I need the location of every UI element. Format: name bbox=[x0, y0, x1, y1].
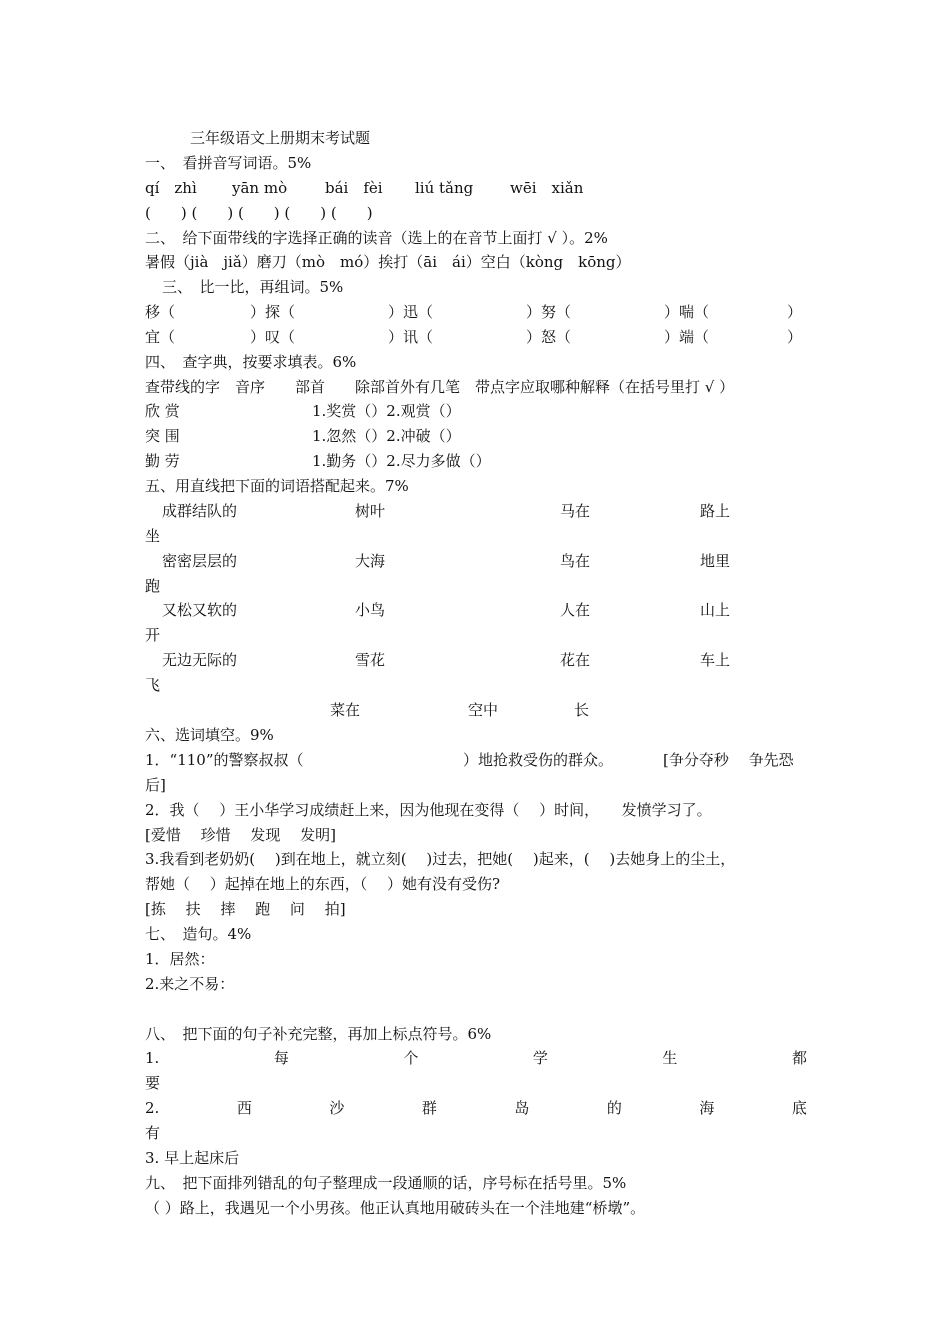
sentence-q1: 1．居然： bbox=[145, 950, 215, 968]
complete-q3: 3. 早上起床后 bbox=[145, 1149, 240, 1167]
dictionary-table-header: 查带线的字 音序 部首 除部首外有几笔 带点字应取哪种解释（在括号里打 √ ） bbox=[145, 378, 735, 396]
complete-q2-word: 海 bbox=[699, 1099, 715, 1117]
match-col5-item4: 飞 bbox=[145, 676, 161, 694]
compare-row2-cell1: 宜（ bbox=[145, 328, 176, 346]
match-col4-item4: 车上 bbox=[700, 651, 731, 669]
match-col5-item3: 开 bbox=[145, 626, 161, 644]
section-2-heading: 二、 给下面带线的字选择正确的读音（选上的在音节上面打 √ ）。2% bbox=[145, 229, 608, 247]
section-3-heading: 三、 比一比，再组词。5% bbox=[162, 278, 344, 296]
section-9-heading: 九、 把下面排列错乱的句子整理成一段通顺的话，序号标在括号里。5% bbox=[145, 1174, 627, 1192]
match-col5-item1: 坐 bbox=[145, 527, 161, 545]
dictionary-word-2: 突 围 bbox=[145, 427, 180, 445]
compare-row1-cell4: ）努（ bbox=[526, 303, 572, 321]
section-1-heading: 一、 看拼音写词语。5% bbox=[145, 154, 312, 172]
complete-q1-word: 1. bbox=[145, 1049, 160, 1067]
fill-q1-part1: 1．“110”的警察叔叔（ bbox=[145, 751, 304, 769]
dictionary-options-1: 1.奖赏（）2.观赏（） bbox=[312, 402, 461, 420]
match-col2-item3: 小鸟 bbox=[355, 601, 386, 619]
complete-q1-word: 都 bbox=[791, 1049, 807, 1067]
match-col2-item2: 大海 bbox=[355, 552, 386, 570]
compare-row2-cell5: ）端（ bbox=[664, 328, 710, 346]
match-col2-item4: 雪花 bbox=[355, 651, 386, 669]
match-col3-item2: 鸟在 bbox=[560, 552, 591, 570]
complete-q1-word: 学 bbox=[532, 1049, 548, 1067]
match-col3-item4: 花在 bbox=[560, 651, 591, 669]
complete-q1-word: 个 bbox=[403, 1049, 419, 1067]
match-col5-item2: 跑 bbox=[145, 577, 161, 595]
section-2-line: 暑假（jià jiǎ）磨刀（mò mó）挨打（āi ái）空白（kòng kōng） bbox=[145, 253, 631, 271]
match-col3-item5: 菜在 bbox=[330, 701, 361, 719]
dictionary-options-3: 1.勤务（）2.尽力多做（） bbox=[312, 452, 491, 470]
compare-row2-cell2: ）叹（ bbox=[250, 328, 296, 346]
complete-q2-word: 沙 bbox=[329, 1099, 345, 1117]
fill-q2-options: [爱惜 珍惜 发现 发明] bbox=[145, 826, 337, 844]
sentence-q2: 2.来之不易： bbox=[145, 975, 235, 993]
compare-row2-cell3: ）讯（ bbox=[388, 328, 434, 346]
fill-q2: 2．我（ ）王小华学习成绩赶上来，因为他现在变得（ ）时间， 发愤学习了。 bbox=[145, 801, 712, 819]
fill-q1-options: [争分夺秒 争先恐 bbox=[663, 751, 794, 769]
complete-q2-word: 的 bbox=[606, 1099, 622, 1117]
match-col2-item1: 树叶 bbox=[355, 502, 386, 520]
pinyin-3: bái fèi bbox=[325, 179, 383, 197]
dictionary-options-2: 1.忽然（）2.冲破（） bbox=[312, 427, 461, 445]
compare-row1-cell1: 移（ bbox=[145, 303, 176, 321]
complete-q1-word: 生 bbox=[662, 1049, 678, 1067]
match-col1-item3: 又松又软的 bbox=[162, 601, 238, 619]
compare-row1-cell5: ）喘（ bbox=[664, 303, 710, 321]
fill-q3-cont: 帮她（ ）起掉在地上的东西，（ ）她有没有受伤? bbox=[145, 875, 501, 893]
pinyin-blanks: ( ) ( ) ( ) ( ) ( ) bbox=[145, 204, 373, 222]
complete-q1-cont: 要 bbox=[145, 1074, 161, 1092]
pinyin-1: qí zhì bbox=[145, 179, 197, 197]
match-col4-item5: 空中 bbox=[468, 701, 499, 719]
compare-row1-cell3: ）迅（ bbox=[388, 303, 434, 321]
fill-q1-part2: ）地抢救受伤的群众。 bbox=[463, 751, 614, 769]
match-col3-item1: 马在 bbox=[560, 502, 591, 520]
section-4-heading: 四、 查字典，按要求填表。6% bbox=[145, 353, 357, 371]
dictionary-word-3: 勤 劳 bbox=[145, 452, 180, 470]
compare-row2-cell4: ）怒（ bbox=[526, 328, 572, 346]
section-6-heading: 六、选词填空。9% bbox=[145, 726, 274, 744]
complete-q2-word: 西 bbox=[236, 1099, 252, 1117]
match-col3-item3: 人在 bbox=[560, 601, 591, 619]
complete-q2-word: 底 bbox=[791, 1099, 807, 1117]
compare-row1-cell2: ）探（ bbox=[250, 303, 296, 321]
match-col1-item2: 密密层层的 bbox=[162, 552, 238, 570]
complete-q2-cont: 有 bbox=[145, 1124, 161, 1142]
complete-q2-word: 2. bbox=[145, 1099, 160, 1117]
complete-q2-word: 群 bbox=[421, 1099, 437, 1117]
pinyin-5: wēi xiǎn bbox=[510, 179, 584, 197]
pinyin-2: yān mò bbox=[232, 179, 288, 197]
page-title: 三年级语文上册期末考试题 bbox=[190, 129, 371, 147]
match-col4-item2: 地里 bbox=[700, 552, 731, 570]
fill-q3-options: [拣 扶 摔 跑 问 拍] bbox=[145, 900, 346, 918]
complete-q1 bbox=[145, 1048, 807, 1068]
pinyin-4: liú tǎng bbox=[415, 179, 474, 197]
match-col4-item3: 山上 bbox=[700, 601, 731, 619]
match-col4-item1: 路上 bbox=[700, 502, 731, 520]
compare-row2-cell6: ） bbox=[787, 328, 803, 346]
compare-row1-cell6: ） bbox=[787, 303, 803, 321]
section-8-heading: 八、 把下面的句子补充完整，再加上标点符号。6% bbox=[145, 1025, 492, 1043]
fill-q1-options-cont: 后] bbox=[145, 776, 166, 794]
section-5-heading: 五、用直线把下面的词语搭配起来。7% bbox=[145, 477, 409, 495]
match-col1-item1: 成群结队的 bbox=[162, 502, 238, 520]
match-col1-item4: 无边无际的 bbox=[162, 651, 238, 669]
section-7-heading: 七、 造句。4% bbox=[145, 925, 252, 943]
complete-q2 bbox=[145, 1098, 807, 1118]
complete-q2-word: 岛 bbox=[514, 1099, 530, 1117]
complete-q1-word: 每 bbox=[273, 1049, 289, 1067]
dictionary-word-1: 欣 赏 bbox=[145, 402, 180, 420]
fill-q3: 3.我看到老奶奶( )到在地上，就立刻( )过去，把她( )起来，( )去她身上的尘土， bbox=[145, 850, 736, 868]
match-col5-item5: 长 bbox=[574, 701, 590, 719]
order-q1: （ ）路上，我遇见一个小男孩。他正认真地用破砖头在一个洼地建“桥墩”。 bbox=[145, 1199, 646, 1217]
